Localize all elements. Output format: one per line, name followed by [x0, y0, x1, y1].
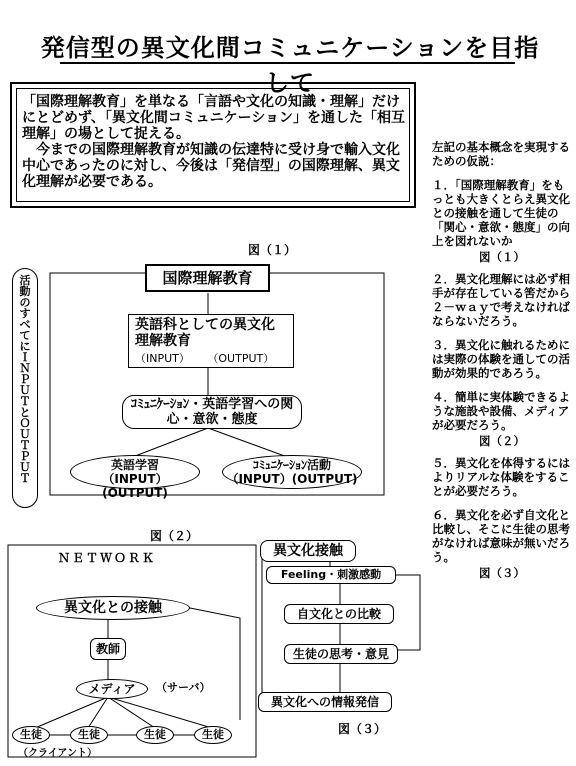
intro-line-1: 「国際理解教育」を単なる「言語や文化の知識・理解」だけにとどめず、「異文化間コミュニケーション」を通した「相互理解」の場として捉える。: [22, 94, 406, 142]
fig2-frame: [8, 545, 256, 757]
fig2-client-label: （クライアント）: [18, 748, 97, 759]
fig2-media-oval: メディア: [76, 679, 148, 699]
page-title: 発信型の異文化間コミュニケーションを目指して: [40, 34, 540, 97]
fig2-student-1: 生徒: [12, 726, 50, 744]
fig2-teacher-box: 教師: [90, 638, 126, 660]
fig1-left-oval-title: 英語学習: [110, 458, 159, 472]
fig2-student-2: 生徒: [70, 726, 108, 744]
fig2-line-s1: [35, 697, 108, 728]
fig2-student-3: 生徒: [136, 726, 174, 744]
fig2-student-4: 生徒: [194, 726, 232, 744]
fig2-line-contact-right: [190, 608, 240, 720]
fig1-top-box: 国際理解教育: [145, 264, 270, 292]
hypothesis-1: １．「国際理解教育」をもっとも大きくとらえ異文化との接触を通して生徒の「関心・意欲・態度」の向上を図れないか: [432, 178, 570, 248]
fig1-subject-text: 英語科としての異文化理解教育: [135, 317, 275, 349]
fig3-feeling-box: Feeling・刺激感動: [266, 566, 396, 584]
hypothesis-1-fig: 図（１）: [479, 250, 525, 264]
hypothesis-4-fig: 図（２）: [479, 434, 525, 448]
fig2-line-s4: [108, 697, 212, 728]
fig3-output-box: 異文化への情報発信: [258, 692, 392, 712]
fig1-mid-box: ｺﾐｭﾆｹｰｼｮﾝ・英語学習への関心・意欲・態度: [122, 395, 302, 429]
fig2-line-s3: [108, 697, 155, 728]
hypothesis-6-fig: 図（３）: [479, 566, 525, 580]
fig2-network-title: ＮＥＴＷＯＲＫ: [58, 551, 157, 565]
fig3-right-rail: [395, 575, 420, 650]
fig1-subject-box: [128, 314, 294, 368]
fig1-input: （INPUT）: [135, 352, 190, 365]
fig2-server-label: （サーバ）: [156, 681, 211, 694]
fig1-right-oval-sub: （INPUT）(OUTPUT): [226, 472, 358, 486]
hypothesis-4: ４．簡単に実体験できるような施設や設備、メディアが必要だろう。: [432, 390, 570, 432]
fig3-label: 図（３）: [338, 722, 387, 736]
fig1-line-left: [130, 428, 208, 458]
fig1-right-oval: [222, 455, 362, 489]
intro-line-2: 今までの国際理解教育が知識の伝達特に受け身で輸入文化中心であったのに対し、今後は「発信型」の国際理解、異文化理解が必要である。: [22, 142, 400, 190]
fig2-label: 図（２）: [150, 529, 199, 543]
fig1-label: 図（１）: [248, 243, 297, 257]
hypothesis-5: ５．異文化を体得するにはよりリアルな体験をすることが必要だろう。: [432, 456, 570, 498]
hypothesis-6: ６．異文化を必ず自文化と比較し、そこに生徒の思考がなければ意味が無いだろう。: [432, 508, 570, 564]
hypothesis-3: ３．異文化に触れるためには実際の体験を通しての活動が効果的であろう。: [432, 338, 570, 380]
hypothesis-2: ２．異文化理解には必ず相手が存在している筈だから２－ｗａｙで考えなければならないだろう。: [432, 272, 570, 328]
fig1-output: （OUTPUT）: [207, 352, 275, 365]
fig3-thinking-box: 生徒の思考・意見: [284, 644, 398, 664]
fig1-io: [135, 351, 287, 367]
fig1-right-oval-title: ｺﾐｭﾆｹｰｼｮﾝ活動: [252, 458, 331, 472]
fig1-left-oval-sub: （INPUT）(OUTPUT): [102, 472, 168, 500]
fig1-line-right: [208, 428, 290, 458]
fig1-left-oval: [70, 455, 200, 500]
fig1-vertical-banner: [12, 268, 38, 508]
hypotheses-heading: 左記の基本概念を実現するための仮説：: [432, 140, 570, 168]
fig3-contact-box: 異文化接触: [260, 540, 356, 562]
fig2-contact-oval: 異文化との接触: [36, 596, 190, 620]
fig1-vertical-text: 活動のすべてにＩＮＰＵＴとＯＵＴＰＵＴ: [19, 274, 31, 485]
fig3-compare-box: 自文化との比較: [284, 604, 394, 624]
